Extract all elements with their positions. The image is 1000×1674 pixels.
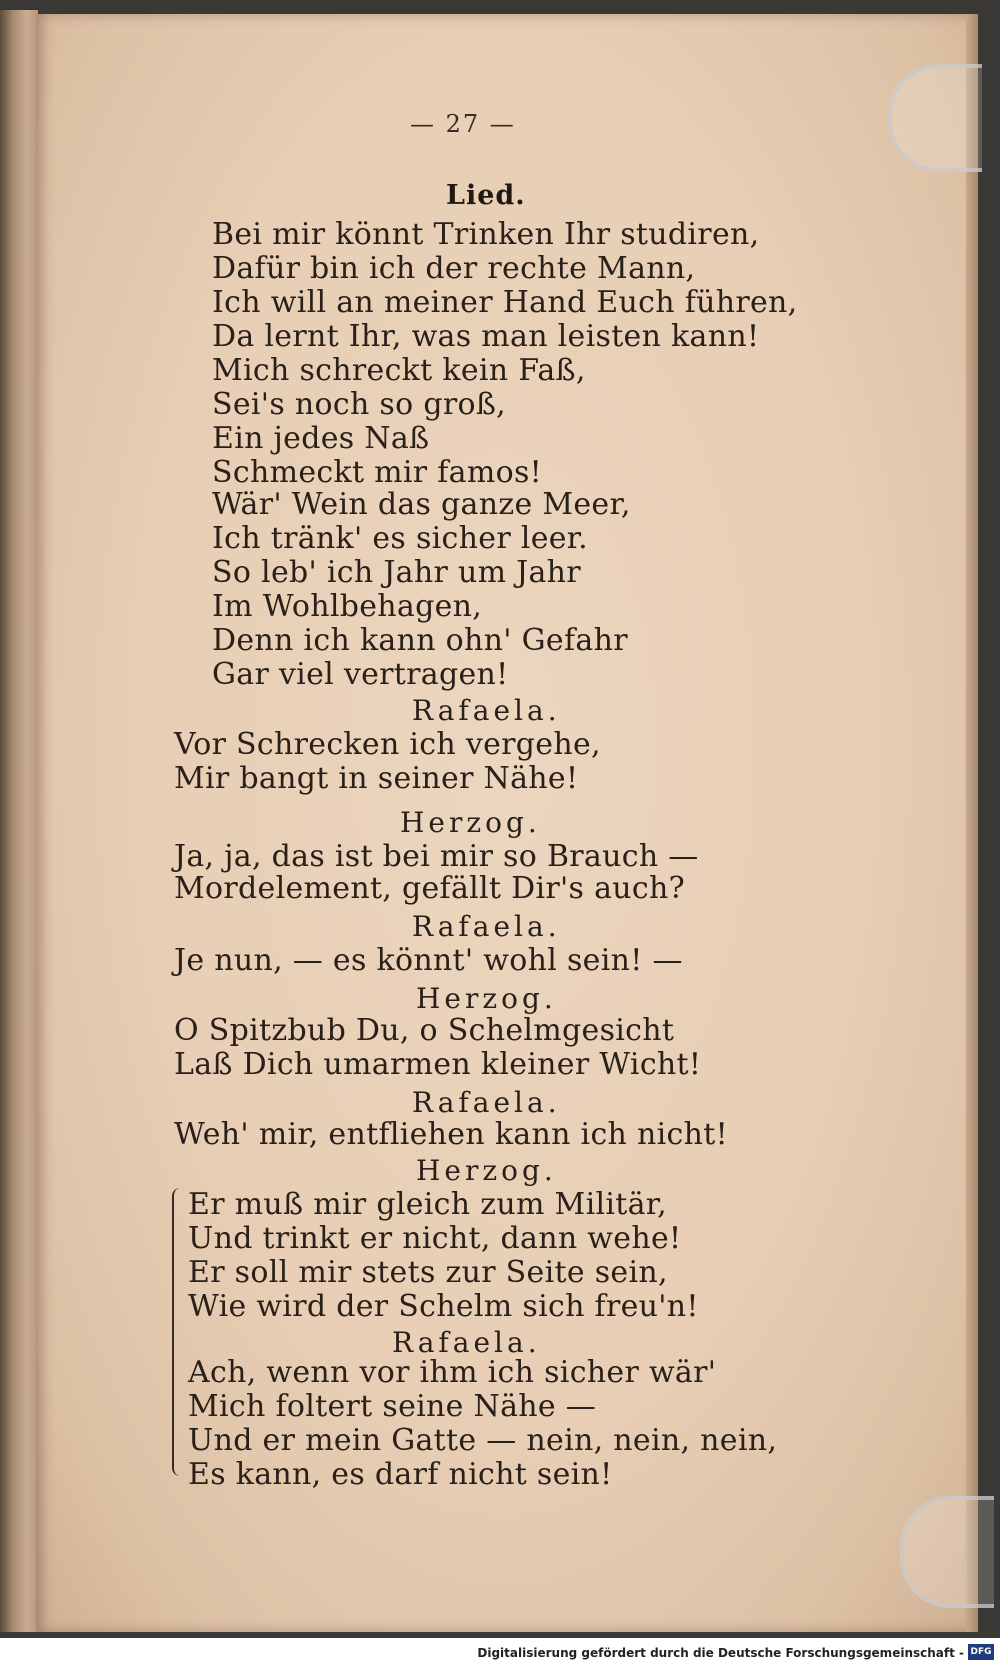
dialogue-line: Mir bangt in seiner Nähe! [174,761,579,796]
song-title: Lied. [446,180,526,211]
verse-line: Denn ich kann ohn' Gefahr [212,623,628,658]
dialogue-line: Mordelement, gefällt Dir's auch? [174,871,685,906]
digitization-footer [0,1638,1000,1674]
verse-line: Da lernt Ihr, was man leisten kann! [212,319,760,354]
dialogue-line: Er soll mir stets zur Seite sein, [188,1255,668,1290]
verse-line: Ich tränk' es sicher leer. [212,521,588,556]
dialogue-line: Mich foltert seine Nähe — [188,1389,597,1424]
verse-line: Schmeckt mir famos! [212,455,543,490]
verse-line: Gar viel vertragen! [212,657,509,692]
dialogue-line: Vor Schrecken ich vergehe, [174,727,601,762]
verse-line: Sei's noch so groß, [212,387,506,422]
page-number: — 27 — [410,110,516,138]
verse-line: Im Wohlbehagen, [212,589,483,624]
book-spine-edge [0,10,38,1632]
dialogue-line: Und trinkt er nicht, dann wehe! [188,1221,682,1256]
dialogue-line: Ja, ja, das ist bei mir so Brauch — [174,839,699,874]
dialogue-line: Je nun, — es könnt' wohl sein! — [174,943,683,978]
speaker-name: Herzog. [416,1154,557,1187]
speaker-name: Rafaela. [412,694,561,727]
verse-line: Bei mir könnt Trinken Ihr studiren, [212,217,760,252]
verse-line: Wär' Wein das ganze Meer, [212,487,631,522]
speaker-name: Rafaela. [412,910,561,943]
speaker-name: Rafaela. [412,1086,561,1119]
verse-line: Ein jedes Naß [212,421,430,456]
dialogue-line: Wie wird der Schelm sich freu'n! [188,1289,699,1324]
dialogue-line: Ach, wenn vor ihm ich sicher wär' [188,1355,717,1390]
dialogue-line: Laß Dich umarmen kleiner Wicht! [174,1047,702,1082]
speaker-name: Herzog. [416,982,557,1015]
page-clip-top [888,64,982,172]
dialogue-line: O Spitzbub Du, o Schelmgesicht [174,1013,675,1048]
dialogue-line: Es kann, es darf nicht sein! [188,1457,613,1492]
funding-credit: Digitalisierung gefördert durch die Deutsche Forschungsgemeinschaft - [477,1646,964,1660]
verse-line: So leb' ich Jahr um Jahr [212,555,581,590]
simultaneous-bracket [172,1188,188,1476]
dialogue-line: Er muß mir gleich zum Militär, [188,1187,667,1222]
dialogue-line: Und er mein Gatte — nein, nein, nein, [188,1423,778,1458]
page-clip-bottom [900,1496,994,1608]
page-right-edge [966,14,978,1632]
verse-line: Dafür bin ich der rechte Mann, [212,251,696,286]
speaker-name: Herzog. [400,806,541,839]
dfg-logo: DFG [968,1644,994,1660]
dialogue-line: Weh' mir, entfliehen kann ich nicht! [174,1117,728,1152]
verse-line: Ich will an meiner Hand Euch führen, [212,285,798,320]
speaker-name: Rafaela. [392,1326,541,1359]
verse-line: Mich schreckt kein Faß, [212,353,586,388]
